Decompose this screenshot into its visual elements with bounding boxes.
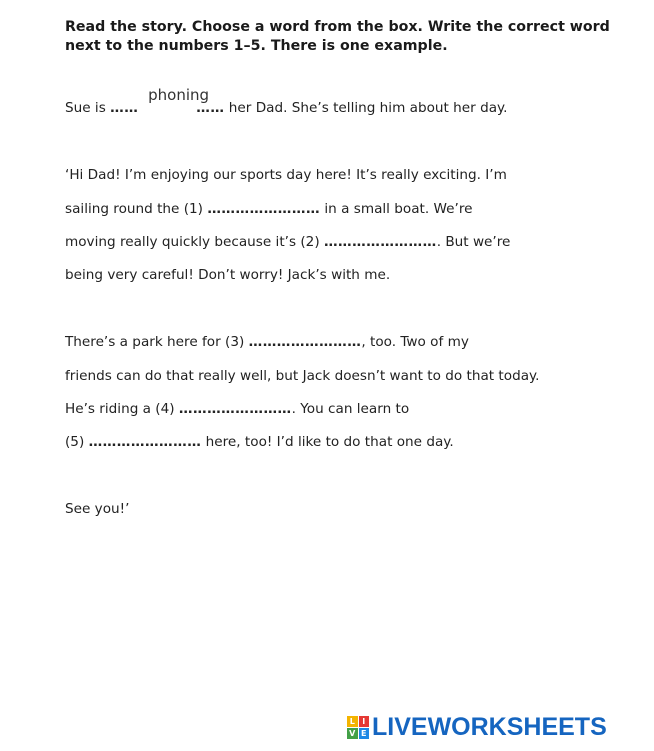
instructions: Read the story. Choose a word from the box. Write the correct word next to the numbers 1–5. There is one example. [65,19,610,54]
blank-4[interactable]: …………………… [178,401,292,417]
logo-text: LIVEWORKSHEETS [372,712,607,741]
para1-line3: moving really quickly because it’s (2) ……………………. But we’re [65,234,511,250]
para1-line2: sailing round the (1) …………………… in a small boat. We’re [65,201,473,217]
blank-2[interactable]: …………………… [323,234,437,250]
example-before: Sue is [65,100,111,116]
para2-line1: There’s a park here for (3) ……………………, too. Two of my [65,334,469,350]
para2-line3: He’s riding a (4) ……………………. You can learn to [65,401,410,417]
para2-line2: friends can do that really well, but Jack doesn’t want to do that today. [65,368,540,384]
example-blank: …… phoning …… [110,86,225,116]
closing: See you!’ [65,501,130,517]
para2-line4: (5) …………………… here, too! I’d like to do that one day. [65,434,454,450]
example-answer: phoning [148,86,210,104]
blank-5[interactable]: …………………… [88,434,202,450]
para1-line1: ‘Hi Dad! I’m enjoying our sports day here! It’s really exciting. I’m [65,167,507,183]
example-sentence [65,86,508,116]
example-after: her Dad. She’s telling him about her day. [224,100,508,116]
liveworksheets-logo [347,713,607,741]
blank-1[interactable]: …………………… [207,201,321,217]
blank-3[interactable]: …………………… [248,334,362,350]
logo-mark-icon: L I V E [347,716,369,738]
para1-line4: being very careful! Don’t worry! Jack’s with me. [65,267,391,283]
